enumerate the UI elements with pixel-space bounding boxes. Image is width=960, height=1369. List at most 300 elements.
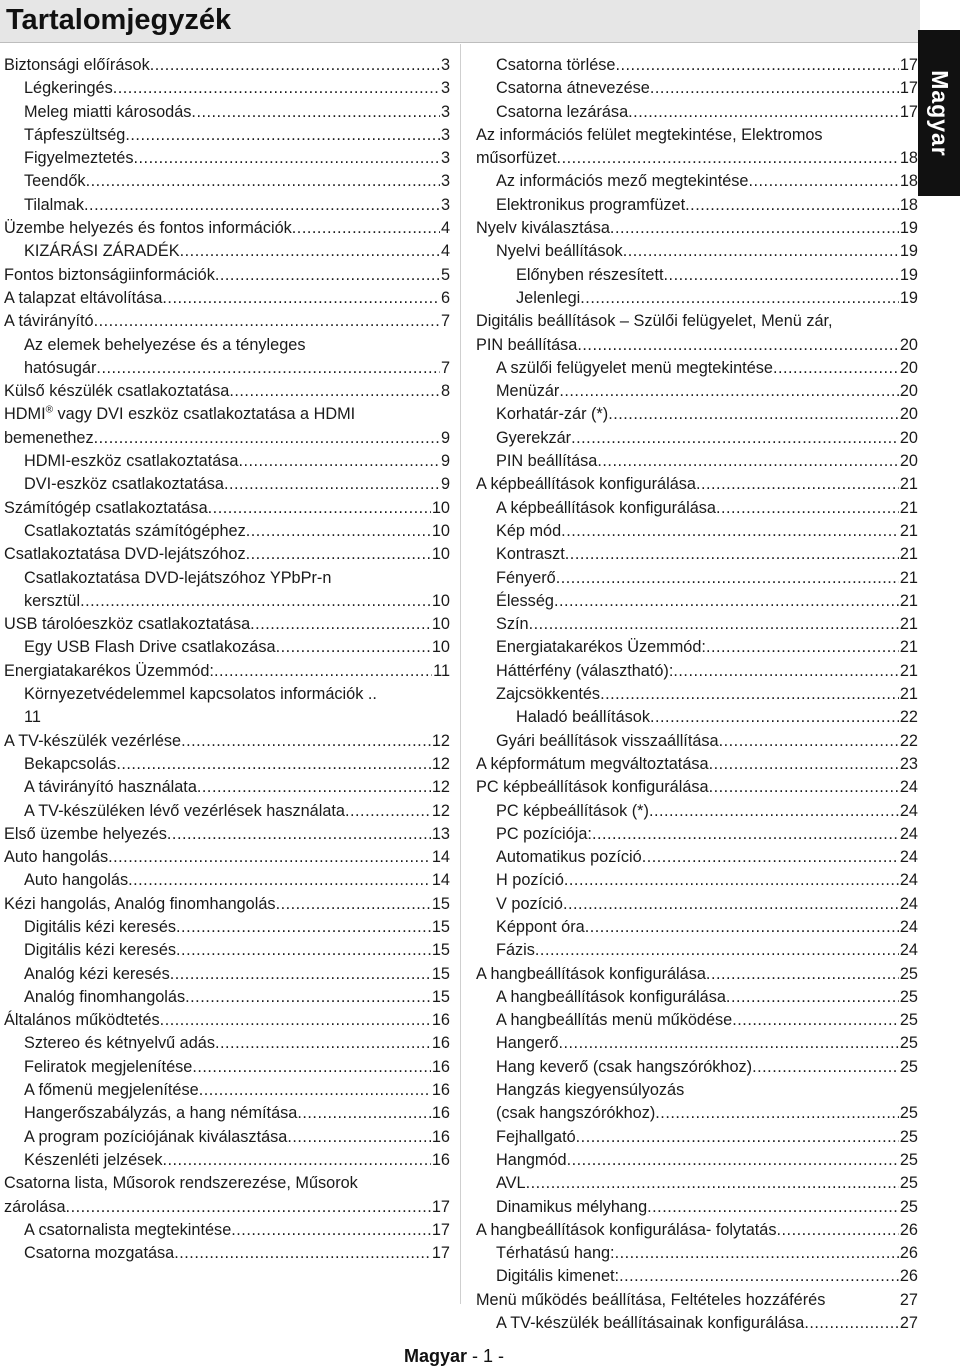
toc-entry[interactable] [4,613,450,636]
toc-entry[interactable] [476,1219,918,1242]
toc-entry-label: Élesség [496,591,554,610]
toc-entry[interactable] [476,497,918,520]
toc-entry[interactable] [476,869,918,892]
toc-entry[interactable] [4,543,450,566]
toc-page-number: 4 [440,242,450,261]
toc-leader-dots [150,54,440,77]
toc-entry-label: Energiatakarékos Üzemmód: [4,661,214,680]
toc-entry[interactable] [476,776,918,799]
toc-page-number: 25 [899,1197,918,1216]
toc-page-number: 11 [433,661,450,680]
toc-entry-label: Auto hangolás [24,871,129,890]
toc-entry-label: H pozíció [496,871,564,890]
toc-entry[interactable] [4,497,450,520]
toc-entry-label: Zajcsökkentés [496,685,601,704]
toc-entry-label: Gyári beállítások visszaállítása [496,731,719,750]
toc-page-number: 3 [440,125,450,144]
toc-entry-label: A talapzat eltávolítása [4,288,163,307]
toc-entry-label: Digitális kimenet: [496,1267,620,1286]
toc-entry[interactable] [476,77,918,100]
toc-entry[interactable] [476,101,918,124]
toc-entry-label: PC pozíciója: [496,824,592,843]
toc-entry-label: Teendők [24,172,86,191]
toc-entry-label: Sztereo és kétnyelvű adás [24,1034,215,1053]
toc-entry[interactable] [476,1172,918,1195]
toc-leader-dots [80,590,431,613]
toc-entry[interactable] [476,846,918,869]
toc-leader-dots [250,613,431,636]
toc-entry-label: Tilalmak [24,195,85,214]
toc-leader-dots [804,1312,899,1335]
toc-page-number: 25 [899,964,918,983]
toc-entry-label: Előnyben részesített [516,265,664,284]
page-title: Tartalomjegyzék [6,4,232,36]
toc-entry-label: PIN beállítása [476,335,578,354]
toc-entry[interactable] [4,287,450,310]
toc-entry[interactable] [4,217,450,240]
toc-leader-dots [716,497,899,520]
toc-entry[interactable] [476,636,918,659]
toc-leader-dots [185,986,431,1009]
toc-entry-label: Digitális kézi keresés [24,917,177,936]
toc-leader-dots [276,636,431,659]
toc-entry[interactable] [4,869,450,892]
toc-entry-label: Fázis [496,941,535,960]
toc-leader-dots [176,916,431,939]
toc-entry-label: A képbeállítások konfigurálása [476,475,696,494]
toc-page-number: 7 [440,358,450,377]
toc-entry[interactable] [476,520,918,543]
toc-entry[interactable] [476,147,918,170]
toc-leader-dots [345,800,431,823]
toc-entry-lead[interactable]: Csatorna lista, Műsorok rendszerezése, Műsorok [4,1174,358,1193]
toc-leader-dots [558,1032,898,1055]
toc-leader-dots [564,869,899,892]
toc-page-number: 9 [440,475,450,494]
toc-right-column [476,54,918,1335]
toc-entry[interactable] [476,1126,918,1149]
toc-entry[interactable] [4,986,450,1009]
toc-page-number: 16 [431,1011,450,1030]
toc-entry[interactable] [476,1289,918,1312]
toc-entry-lead[interactable]: Az elemek behelyezése és a tényleges [24,335,306,354]
toc-page-number: 9 [440,428,450,447]
toc-page-number: 13 [431,824,450,843]
toc-entry[interactable] [476,54,918,77]
toc-entry-label: Gyerekzár [496,428,572,447]
toc-entry[interactable] [476,730,918,753]
toc-page-number: 17 [899,102,918,121]
toc-entry[interactable] [4,310,450,333]
toc-entry[interactable] [476,986,918,1009]
toc-leader-dots [565,543,899,566]
toc-entry[interactable] [476,800,918,823]
toc-entry-label: A hangbeállítások konfigurálása [496,987,726,1006]
toc-entry-label: Üzembe helyezés és fontos információk [4,219,292,238]
toc-page-number: 10 [431,521,450,540]
toc-entry[interactable] [476,683,918,706]
toc-entry[interactable] [4,730,450,753]
toc-entry[interactable] [476,380,918,403]
toc-leader-dots [167,823,431,846]
toc-page-number: 8 [440,382,450,401]
toc-leader-dots [84,194,440,217]
toc-leader-dots [619,1265,899,1288]
toc-entry[interactable] [4,1219,450,1242]
toc-entry[interactable] [4,450,450,473]
toc-entry[interactable] [4,660,450,683]
toc-page-number: 24 [899,917,918,936]
toc-leader-dots [592,823,899,846]
toc-entry[interactable] [476,240,918,263]
toc-entry[interactable] [476,939,918,962]
toc-entry-label: hatósugár [24,358,97,377]
toc-entry-label: Hangmód [496,1150,567,1169]
toc-page-number: 3 [440,102,450,121]
toc-page-number: 21 [899,521,918,540]
toc-page-number: 25 [899,1174,918,1193]
toc-entry[interactable] [4,636,450,659]
toc-entry-label: Figyelmeztetés [24,149,134,168]
toc-entry[interactable] [476,590,918,613]
toc-entry[interactable] [4,753,450,776]
toc-leader-dots [610,217,899,240]
toc-leader-dots [128,869,431,892]
toc-leader-dots [664,264,899,287]
toc-entry[interactable] [476,1056,918,1079]
toc-entry[interactable] [476,1009,918,1032]
toc-page-number: 14 [431,848,450,867]
toc-leader-dots [215,264,440,287]
toc-entry-lead[interactable]: Hangzás kiegyensúlyozás [496,1081,685,1100]
toc-entry-label: (csak hangszórókhoz) [496,1104,656,1123]
toc-leader-dots [526,1172,899,1195]
toc-leader-dots [181,730,431,753]
toc-leader-dots [647,1196,899,1219]
toc-leader-dots [709,753,899,776]
toc-entry[interactable] [4,170,450,193]
toc-page-number: 15 [431,987,450,1006]
toc-page-number: 15 [431,894,450,913]
toc-entry[interactable] [4,1079,450,1102]
toc-entry-label: A távirányító [4,312,94,331]
toc-page-number: 21 [899,638,918,657]
toc-page-number: 25 [899,1127,918,1146]
toc-page-number: 12 [431,801,450,820]
toc-entry-label: Külső készülék csatlakoztatása [4,382,230,401]
toc-page-number: 27 [899,1314,918,1333]
toc-entry-label: Tápfeszültség [24,125,126,144]
toc-entry[interactable] [4,54,450,77]
toc-entry[interactable] [476,660,918,683]
toc-entry-label: Hangerő [496,1034,559,1053]
toc-leader-dots [732,1009,899,1032]
toc-leader-dots [577,334,899,357]
toc-entry[interactable] [4,427,450,450]
toc-entry[interactable] [4,800,450,823]
toc-entry[interactable] [4,1126,450,1149]
toc-entry-label: Kép mód [496,521,562,540]
toc-leader-dots [706,636,899,659]
language-side-tab-label: Magyar [926,69,953,157]
toc-entry[interactable] [4,1196,450,1219]
toc-page-number: 17 [431,1244,450,1263]
toc-entry-lead[interactable]: Az információs felület megtekintése, Elektromos [476,125,823,144]
toc-entry-label: PC képbeállítások (*) [496,801,649,820]
toc-entry-label: Térhatású hang: [496,1244,615,1263]
toc-entry-label: A csatornalista megtekintése [24,1220,232,1239]
toc-entry[interactable] [4,939,450,962]
toc-entry-label: A hangbeállítások konfigurálása- folytatás [476,1220,777,1239]
toc-entry-lead[interactable]: HDMI® vagy DVI eszköz csatlakoztatása a HDMI [4,405,356,424]
toc-leader-dots [231,1219,431,1242]
footer-language: Magyar [404,1346,468,1366]
toc-leader-dots [192,1056,431,1079]
toc-entry-label: Szín [496,615,529,634]
toc-page-number: 10 [431,545,450,564]
toc-entry[interactable] [4,1102,450,1125]
toc-entry[interactable] [476,1032,918,1055]
toc-entry-label: Menüzár [496,382,560,401]
toc-entry[interactable] [476,473,918,496]
toc-page-number: 24 [899,894,918,913]
toc-leader-dots [292,217,440,240]
toc-entry[interactable] [4,473,450,496]
toc-leader-dots [557,147,899,170]
toc-entry[interactable] [4,776,450,799]
toc-entry[interactable] [4,77,450,100]
toc-entry-label: bemenethez [4,428,94,447]
toc-page-number: 9 [440,452,450,471]
toc-leader-dots [215,1032,431,1055]
toc-page-number: 25 [899,987,918,1006]
toc-leader-dots [600,683,899,706]
toc-entry-label: Készenléti jelzések [24,1150,163,1169]
toc-entry-label: Auto hangolás [4,848,109,867]
toc-entry[interactable] [4,124,450,147]
toc-page-number: 17 [899,79,918,98]
toc-leader-dots [108,846,431,869]
toc-leader-dots [719,730,899,753]
toc-entry-label: Korhatár-zár (*) [496,405,609,424]
toc-entry-label: Csatorna lezárása [496,102,629,121]
toc-leader-dots [615,1242,899,1265]
toc-entry-label: USB tárolóeszköz csatlakoztatása [4,615,251,634]
toc-entry[interactable] [4,101,450,124]
registered-mark: ® [45,405,53,417]
toc-page-number: 17 [431,1220,450,1239]
toc-leader-dots [615,54,898,77]
toc-page-number: 20 [899,358,918,377]
toc-leader-dots [238,450,439,473]
toc-page-number: 19 [899,288,918,307]
toc-entry-label: Analóg kézi keresés [24,964,170,983]
toc-leader-dots [116,753,431,776]
toc-leader-dots [696,473,899,496]
toc-entry[interactable] [476,1102,918,1125]
toc-page-number: 6 [440,288,450,307]
toc-entry-label: zárolása [4,1197,66,1216]
toc-leader-dots [224,473,440,496]
toc-entry[interactable] [476,1196,918,1219]
toc-page-number: 25 [899,1057,918,1076]
toc-entry[interactable] [4,1009,450,1032]
toc-entry-label: A képbeállítások konfigurálása [496,498,716,517]
toc-entry[interactable] [476,287,918,310]
toc-entry-label: A TV-készülék vezérlése [4,731,182,750]
toc-page-number: 3 [440,149,450,168]
toc-entry[interactable] [4,264,450,287]
toc-leader-dots [559,380,899,403]
toc-entry[interactable] [476,1312,918,1335]
toc-leader-dots [556,567,899,590]
toc-entry-label: Háttérfény (választható): [496,661,674,680]
toc-entry-label: Fontos biztonságiinformációk [4,265,215,284]
toc-page-number: 25 [899,1011,918,1030]
toc-entry-lead[interactable]: Digitális beállítások – Szülői felügyelet, Menü zár, [476,312,833,331]
toc-entry[interactable] [476,823,918,846]
toc-entry[interactable] [476,706,918,729]
toc-entry[interactable] [476,427,918,450]
toc-entry[interactable] [476,916,918,939]
toc-entry-label: Nyelv kiválasztása [476,219,610,238]
toc-entry[interactable] [4,846,450,869]
toc-entry-lead[interactable]: Csatlakoztatása DVD-lejátszóhoz YPbPr-n [24,568,332,587]
toc-entry-label: A TV-készülék beállításainak konfigurálása [496,1314,805,1333]
toc-page-number: 3 [440,172,450,191]
toc-page-number: 17 [899,56,918,74]
toc-entry[interactable] [4,823,450,846]
toc-entry[interactable] [476,194,918,217]
toc-entry[interactable] [4,194,450,217]
toc-entry[interactable] [476,403,918,426]
toc-page-number: 16 [431,1081,450,1100]
toc-page-number: 17 [431,1197,450,1216]
toc-page-number: 7 [440,312,450,331]
toc-leader-dots [174,1242,431,1265]
toc-entry[interactable] [476,1149,918,1172]
toc-entry[interactable] [4,1032,450,1055]
toc-entry-label: Első üzembe helyezés [4,824,167,843]
toc-entry[interactable] [4,1242,450,1265]
toc-entry[interactable] [476,963,918,986]
toc-entry-lead[interactable]: Környezetvédelemmel kapcsolatos információk .. [24,685,377,704]
toc-entry-label: AVL [496,1174,526,1193]
toc-page-number: 3 [440,195,450,214]
toc-page-number: 15 [431,941,450,960]
toc-entry[interactable] [476,753,918,776]
toc-entry[interactable] [4,240,450,263]
toc-page-number: 24 [899,871,918,890]
toc-leader-dots [650,706,899,729]
toc-entry[interactable] [476,357,918,380]
toc-entry[interactable] [4,916,450,939]
toc-entry[interactable] [4,380,450,403]
toc-entry[interactable] [4,706,450,729]
toc-leader-dots [535,939,899,962]
toc-entry-label: Számítógép csatlakoztatása [4,498,208,517]
toc-entry-label: Elektronikus programfüzet [496,195,686,214]
toc-entry[interactable] [476,264,918,287]
toc-leader-dots [160,1009,431,1032]
toc-page-number: 21 [899,661,918,680]
toc-entry-label: Az információs mező megtekintése [496,172,749,191]
toc-entry[interactable] [4,1056,450,1079]
toc-page-number: 5 [440,265,450,284]
toc-entry[interactable] [476,1242,918,1265]
toc-entry-label: kersztül [24,591,81,610]
toc-leader-dots [246,520,431,543]
toc-page-number: 16 [431,1150,450,1169]
toc-page-number: 4 [440,219,450,238]
toc-leader-dots [94,310,440,333]
toc-page-number: 12 [431,778,450,797]
toc-entry[interactable] [476,170,918,193]
toc-entry[interactable] [476,217,918,240]
toc-entry[interactable] [4,357,450,380]
toc-entry[interactable] [4,1149,450,1172]
toc-entry-label: Dinamikus mélyhang [496,1197,648,1216]
toc-leader-dots [580,287,899,310]
toc-entry[interactable] [476,543,918,566]
toc-page-number: 25 [899,1104,918,1123]
toc-entry[interactable] [4,147,450,170]
toc-leader-dots [199,1079,431,1102]
toc-leader-dots [777,1219,899,1242]
toc-entry-label: A képformátum megváltoztatása [476,754,709,773]
toc-leader-dots [197,776,431,799]
toc-leader-dots [96,357,440,380]
toc-entry-label: Feliratok megjelenítése [24,1057,193,1076]
toc-page-number: 18 [899,195,918,214]
toc-entry-label: Fejhallgató [496,1127,576,1146]
toc-entry[interactable] [4,963,450,986]
toc-entry[interactable] [476,893,918,916]
toc-page-number: 16 [431,1057,450,1076]
toc-page-number: 3 [440,56,450,74]
column-divider [460,44,461,1304]
toc-leader-dots [576,1126,899,1149]
toc-entry[interactable] [476,450,918,473]
toc-entry[interactable] [476,1265,918,1288]
toc-leader-dots [561,520,899,543]
toc-entry-label: Meleg miatti károsodás [24,102,192,121]
toc-page-number: 21 [899,615,918,634]
toc-entry-label: Kézi hangolás, Analóg finomhangolás [4,894,276,913]
toc-page-number: 20 [899,405,918,424]
toc-entry-label: PIN beállítása [496,452,598,471]
toc-page-number: 15 [431,917,450,936]
toc-leader-dots [685,194,899,217]
toc-entry-label: HDMI-eszköz csatlakoztatása [24,452,239,471]
toc-entry[interactable] [4,520,450,543]
toc-entry[interactable] [4,893,450,916]
toc-entry[interactable] [476,334,918,357]
toc-page-number: 24 [899,941,918,960]
toc-leader-dots [608,403,899,426]
toc-page-number: 18 [899,172,918,191]
toc-entry[interactable] [476,567,918,590]
toc-leader-dots [125,124,440,147]
toc-leader-dots [214,660,432,683]
toc-entry[interactable] [4,590,450,613]
toc-entry-label: 11 [24,708,41,727]
toc-page-number: 18 [899,149,918,168]
toc-leader-dots [170,963,431,986]
toc-entry[interactable] [476,613,918,636]
toc-leader-dots [752,1056,899,1079]
toc-page-number: 20 [899,452,918,471]
